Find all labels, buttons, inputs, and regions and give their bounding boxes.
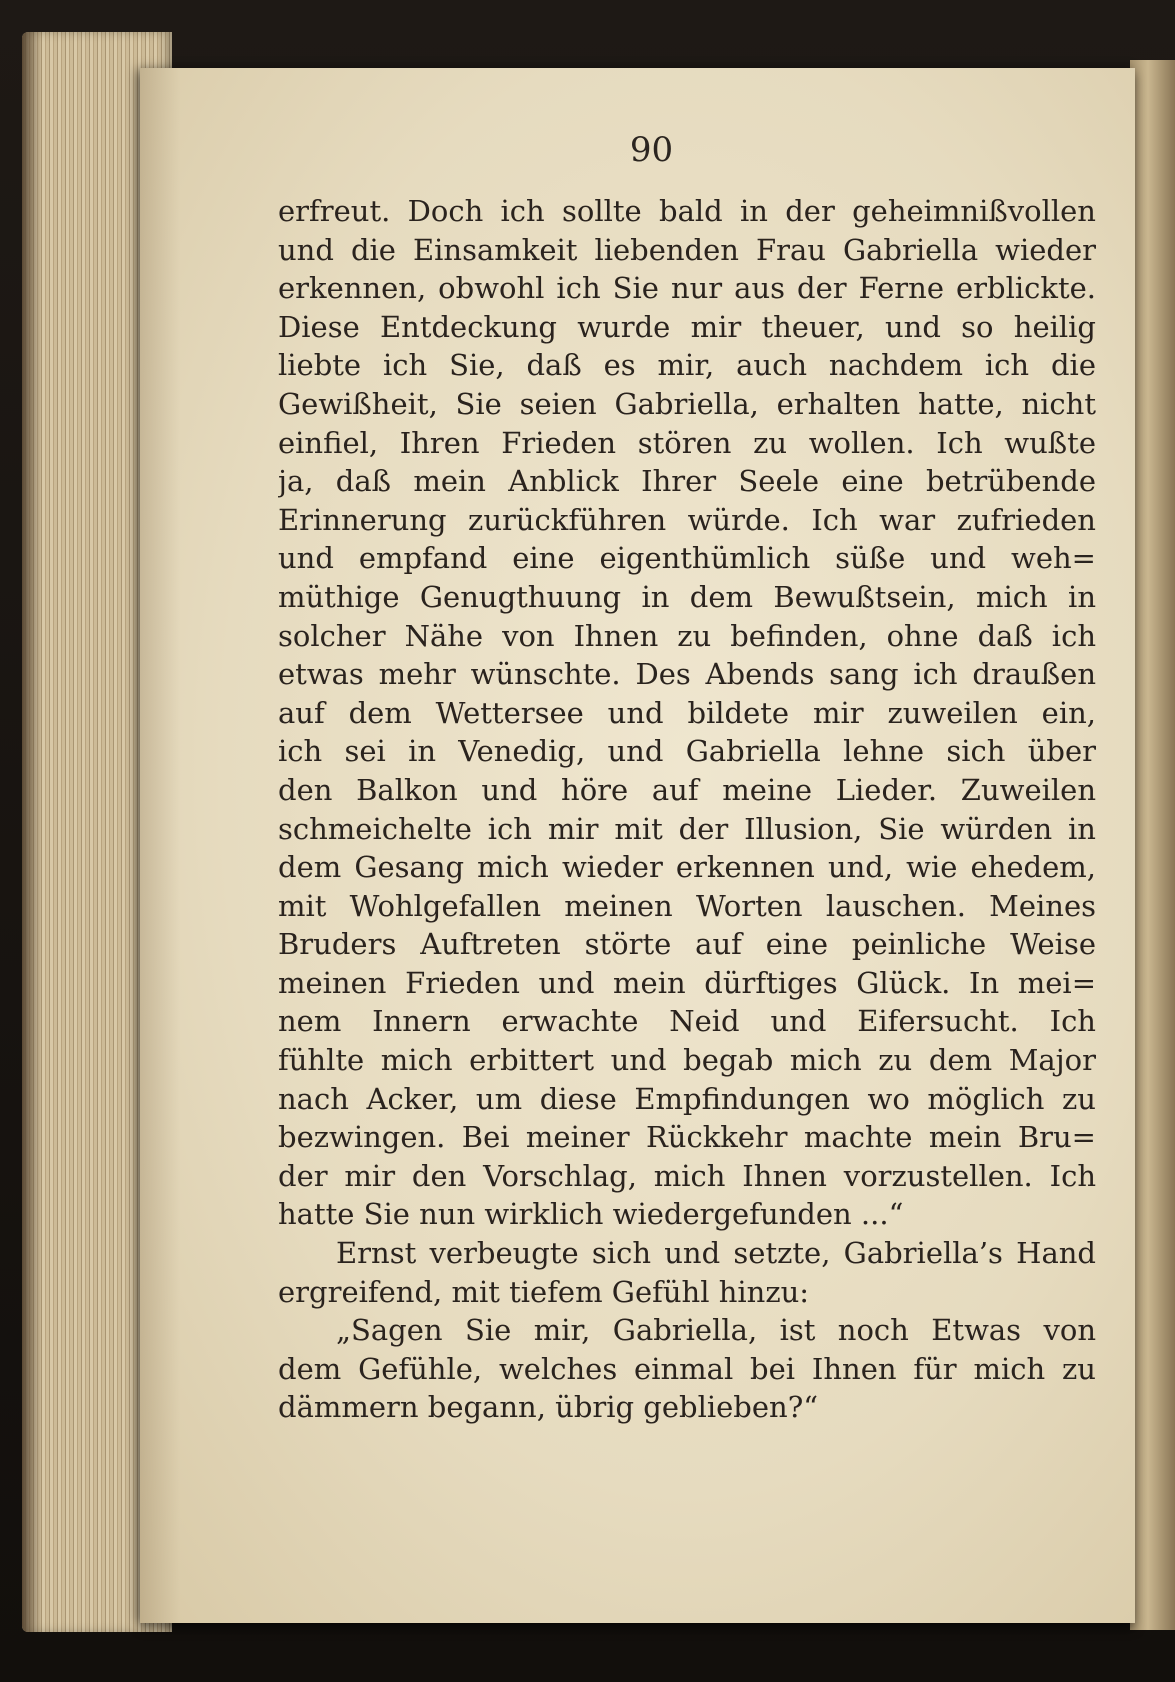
text-line: einfiel, Ihren Frieden stören zu wollen. Ich wußte xyxy=(278,425,1096,460)
text-line: Ernst verbeugte sich und setzte, Gabriella’s Hand xyxy=(336,1236,1096,1271)
text-line: nem Innern erwachte Neid und Eifersucht. Ich xyxy=(278,1004,1096,1039)
text-line: etwas mehr wünschte. Des Abends sang ich draußen xyxy=(278,657,1096,692)
text-line: Erinnerung zurückführen würde. Ich war zufrieden xyxy=(278,502,1096,537)
text-line: erkennen, obwohl ich Sie nur aus der Ferne erblickte. xyxy=(278,271,1096,306)
text-line: ergreifend, mit tiefem Gefühl hinzu: xyxy=(278,1274,810,1309)
text-line: meinen Frieden und mein dürftiges Glück. In mei= xyxy=(278,965,1096,1000)
text-line: solcher Nähe von Ihnen zu befinden, ohne daß ich xyxy=(278,618,1096,653)
text-line: auf dem Wettersee und bildete mir zuweilen ein, xyxy=(278,695,1096,730)
text-line: ich sei in Venedig, und Gabriella lehne sich über xyxy=(278,734,1096,769)
text-line: und die Einsamkeit liebenden Frau Gabriella wieder xyxy=(278,232,1096,267)
text-line: erfreut. Doch ich sollte bald in der geheimnißvollen xyxy=(278,194,1096,228)
text-line: „Sagen Sie mir, Gabriella, ist noch Etwas von xyxy=(336,1313,1096,1348)
text-line: hatte Sie nun wirklich wiedergefunden ...“ xyxy=(278,1197,904,1232)
text-line: müthige Genugthuung in dem Bewußtsein, mich in xyxy=(278,579,1096,614)
text-line: dem Gesang mich wieder erkennen und, wie ehedem, xyxy=(278,850,1096,885)
text-line: liebte ich Sie, daß es mir, auch nachdem ich die xyxy=(278,348,1096,383)
text-line: mit Wohlgefallen meinen Worten lauschen. Meines xyxy=(278,888,1096,923)
text-line: Diese Entdeckung wurde mir theuer, und so heilig xyxy=(278,309,1096,344)
text-line: der mir den Vorschlag, mich Ihnen vorzustellen. Ich xyxy=(278,1158,1096,1193)
text-line: fühlte mich erbittert und begab mich zu dem Major xyxy=(278,1043,1096,1078)
text-line: nach Acker, um diese Empfindungen wo möglich zu xyxy=(278,1081,1096,1116)
text-line: den Balkon und höre auf meine Lieder. Zuweilen xyxy=(278,772,1096,807)
page-number: 90 xyxy=(629,130,674,170)
text-line: bezwingen. Bei meiner Rückkehr machte mein Bru= xyxy=(278,1120,1096,1155)
page-text xyxy=(278,192,1096,1427)
text-line: ja, daß mein Anblick Ihrer Seele eine betrübende xyxy=(278,464,1096,499)
text-line: Bruders Auftreten störte auf eine peinliche Weise xyxy=(278,927,1096,962)
text-line: dem Gefühle, welches einmal bei Ihnen für mich zu xyxy=(278,1351,1096,1386)
text-line: schmeichelte ich mir mit der Illusion, Sie würden in xyxy=(278,811,1096,846)
text-line: und empfand eine eigenthümlich süße und weh= xyxy=(278,541,1096,576)
facing-page-edge xyxy=(1130,60,1175,1630)
text-line: Gewißheit, Sie seien Gabriella, erhalten hatte, nicht xyxy=(278,386,1096,421)
text-line: dämmern begann, übrig geblieben?“ xyxy=(278,1390,819,1425)
book-page xyxy=(140,68,1135,1623)
